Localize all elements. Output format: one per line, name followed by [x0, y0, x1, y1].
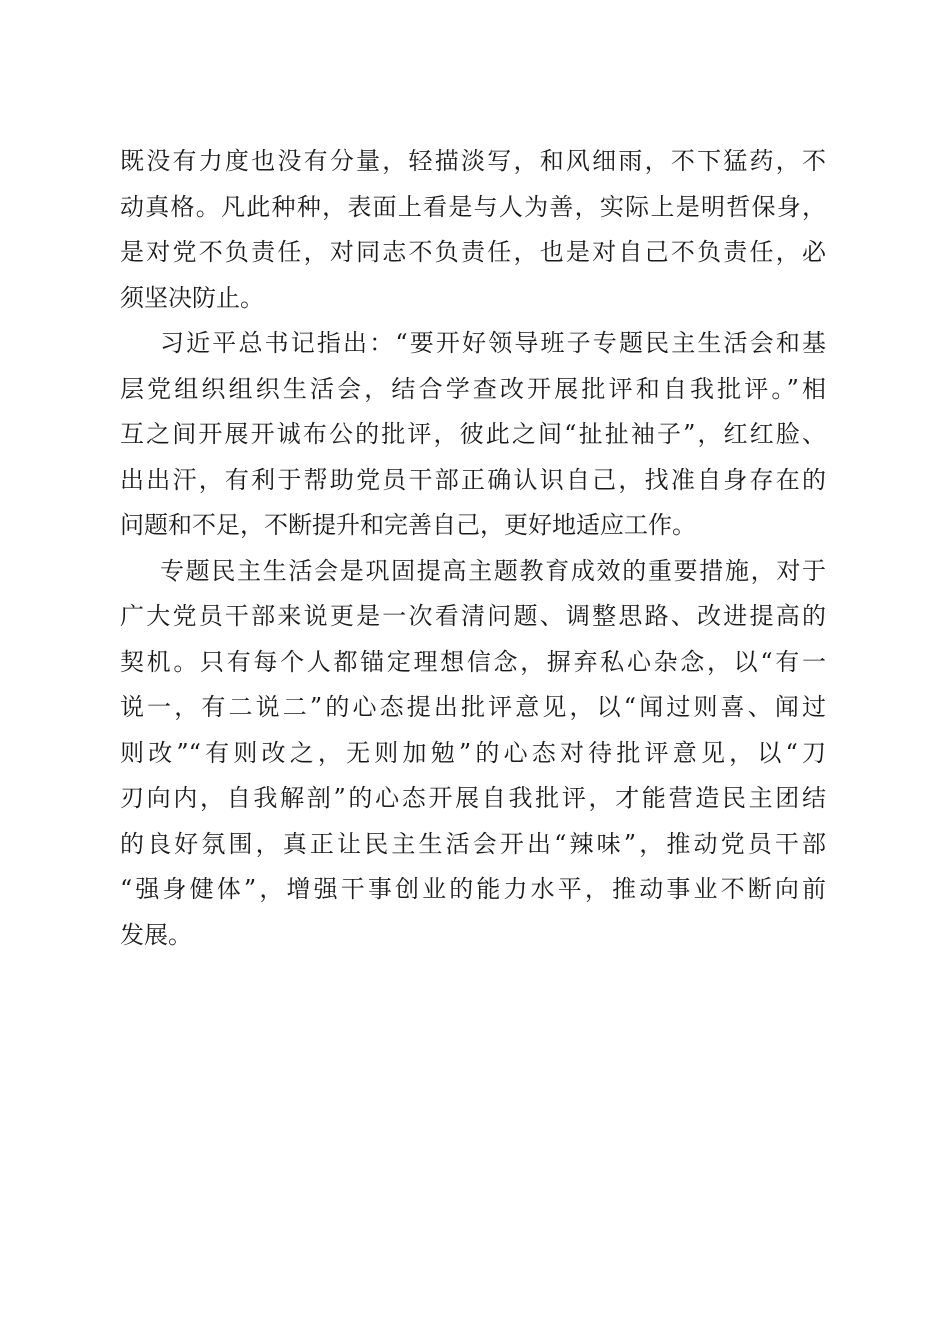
text-line: 层党组织组织生活会，结合学查改开展批评和自我批评。”相 — [120, 374, 826, 403]
paragraph-3 — [120, 549, 826, 959]
text-line: 的良好氛围，真正让民主生活会开出“辣味”，推动党员干部 — [120, 829, 826, 858]
text-line: 互之间开展开诚布公的批评，彼此之间“扯扯袖子”，红红脸、 — [120, 420, 826, 448]
paragraph-1 — [120, 139, 826, 321]
text-line: 说一，有二说二”的心态提出批评意见，以“闻过则喜、闻过 — [120, 693, 826, 721]
body-text — [120, 139, 826, 958]
text-line: 则改”“有则改之，无则加勉”的心态对待批评意见，以“刀 — [120, 738, 826, 767]
text-line: 既没有力度也没有分量，轻描淡写，和风细雨，不下猛药，不 — [120, 147, 826, 175]
text-line: 出出汗，有利于帮助党员干部正确认识自己，找准自身存在的 — [120, 465, 826, 494]
text-line: 专题民主生活会是巩固提高主题教育成效的重要措施，对于 — [160, 556, 826, 585]
text-line: 是对党不负责任，对同志不负责任，也是对自己不负责任，必 — [120, 238, 826, 266]
text-line: 动真格。凡此种种，表面上看是与人为善，实际上是明哲保身， — [120, 192, 826, 221]
text-line: 刃向内，自我解剖”的心态开展自我批评，才能营造民主团结 — [120, 784, 826, 812]
paragraph-2 — [120, 321, 826, 549]
text-line: 契机。只有每个人都锚定理想信念，摒弃私心杂念，以“有一 — [120, 647, 826, 676]
text-line: 须坚决防止。 — [120, 283, 264, 312]
text-line: 问题和不足，不断提升和完善自己，更好地适应工作。 — [120, 511, 696, 539]
text-line: 习近平总书记指出：“要开好领导班子专题民主生活会和基 — [160, 329, 826, 357]
text-line: “强身健体”，增强干事创业的能力水平，推动事业不断向前 — [120, 875, 826, 903]
text-line: 广大党员干部来说更是一次看清问题、调整思路、改进提高的 — [120, 602, 826, 630]
text-line: 发展。 — [120, 920, 192, 949]
